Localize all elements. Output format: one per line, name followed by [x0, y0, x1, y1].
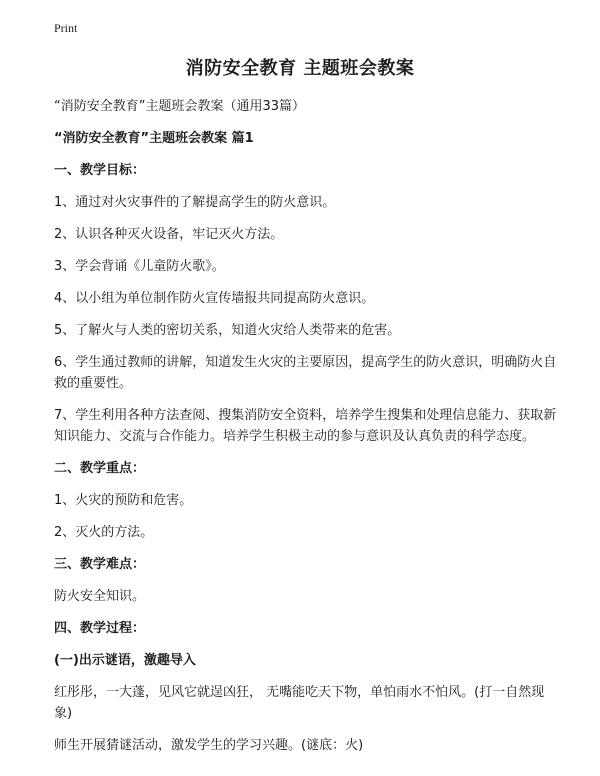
section-heading: 一、教学目标： [54, 163, 146, 178]
paragraph: 1、火灾的预防和危害。 [54, 493, 193, 508]
print-label: Print [54, 21, 78, 35]
paragraph: 3、学会背诵《儿童防火歌》。 [54, 259, 225, 274]
paragraph: 2、灭火的方法。 [54, 525, 154, 540]
paragraph: 1、通过对火灾事件的了解提高学生的防火意识。 [54, 195, 336, 210]
section-heading: “消防安全教育”主题班会教案 篇1 [54, 131, 254, 146]
paragraph: 防火安全知识。 [54, 589, 146, 604]
paragraph: 5、了解火与人类的密切关系，知道火灾给人类带来的危害。 [54, 323, 401, 338]
paragraph: 师生开展猜谜活动，激发学生的学习兴趣。(谜底：火) [54, 738, 364, 753]
document-body [54, 96, 562, 767]
section-heading: 二、教学重点： [54, 461, 146, 476]
paragraph: 2、认识各种灭火设备，牢记灭火方法。 [54, 227, 284, 242]
paragraph: 4、以小组为单位制作防火宣传墙报共同提高防火意识。 [54, 291, 375, 306]
paragraph: 6、学生通过教师的讲解，知道发生火灾的主要原因，提高学生的防火意识，明确防火自救的重要性。 [54, 355, 557, 391]
document-title: 消防安全教育 主题班会教案 [185, 58, 415, 79]
section-heading: (一)出示谜语，激趣导入 [54, 653, 196, 668]
paragraph: 红彤彤，一大蓬，见风它就逞凶狂， 无嘴能吃天下物，单怕雨水不怕风。(打一自然现象) [54, 685, 545, 721]
paragraph: 7、学生利用各种方法查阅、搜集消防安全资料，培养学生搜集和处理信息能力、获取新知识能力、交流与合作能力。培养学生积极主动的参与意识及认真负责的科学态度。 [54, 408, 557, 444]
paragraph: “消防安全教育”主题班会教案（通用33篇） [54, 99, 306, 114]
section-heading: 四、教学过程： [54, 621, 146, 636]
section-heading: 三、教学难点： [54, 557, 146, 572]
